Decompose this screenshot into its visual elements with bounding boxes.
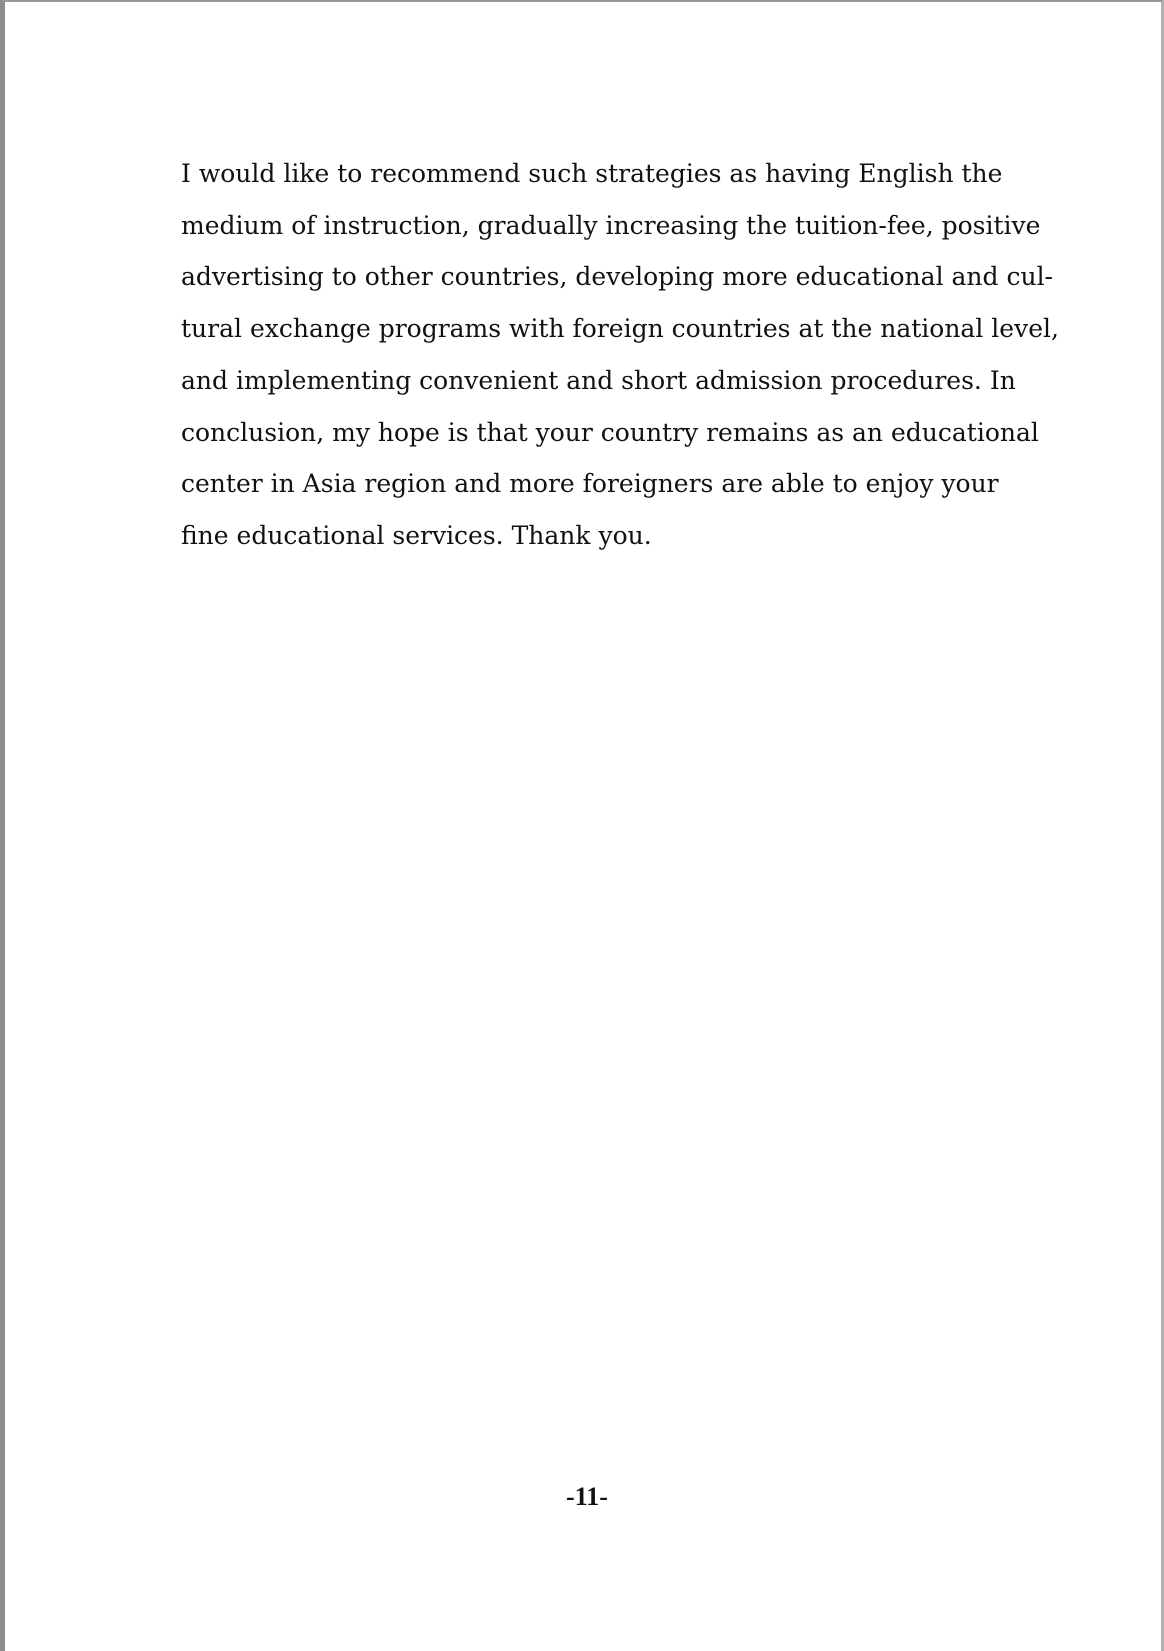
paragraph-line-3: advertising to other countries, developing more educational and cul- [181,262,1054,292]
paragraph-line-4: tural exchange programs with foreign countries at the national level, [181,314,1059,344]
body-paragraph [181,148,1059,562]
paragraph-line-6: conclusion, my hope is that your country remains as an educational [181,417,1039,447]
paragraph-line-5: and implementing convenient and short admission procedures. In [181,365,1016,395]
paragraph-line-7: center in Asia region and more foreigners are able to enjoy your [181,469,999,499]
paragraph-line-8: fine educational services. Thank you. [181,520,652,550]
page-number: -11- [566,1482,608,1511]
paragraph-line-1: I would like to recommend such strategies as having English the [181,159,1003,188]
paragraph-line-2: medium of instruction, gradually increasing the tuition-fee, positive [181,210,1041,240]
